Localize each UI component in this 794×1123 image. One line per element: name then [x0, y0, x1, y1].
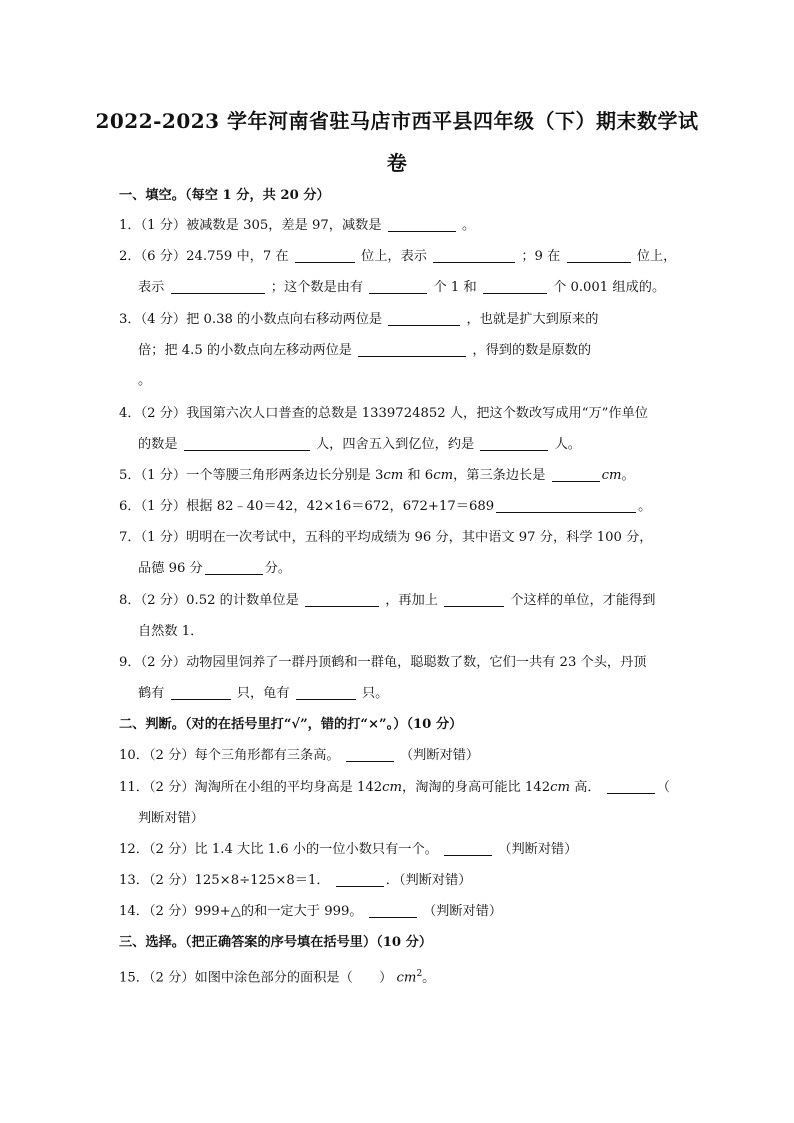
answer-blank[interactable] [369, 279, 427, 294]
answer-blank[interactable] [444, 592, 504, 607]
question-5: 5．（1 分）一个等腰三角形两条边长分别是 3cm 和 6cm，第三条边长是 cm。 [119, 468, 635, 483]
page-title: 2022-2023 学年河南省驻马店市西平县四年级（下）期末数学试 [95, 109, 699, 133]
question-8: 8．（2 分）0.52 的计数单位是 ，再加上 个这样的单位，才能得到 [119, 593, 656, 608]
section-heading-true-false: 二、判断。（对的在括号里打“√”，错的打“×”。）（10 分） [119, 717, 463, 732]
question-12: 12．（2 分）比 1.4 大比 1.6 小的一位小数只有一个。 （判断对错） [119, 842, 578, 857]
question-9-continued: 鹤有 只，龟有 只。 [138, 686, 389, 701]
question-1: 1．（1 分）被减数是 305，差是 97，减数是 。 [119, 218, 476, 233]
question-3-continued: 倍；把 4.5 的小数点向左移动两位是 ，得到的数是原数的 [138, 343, 592, 358]
question-9: 9．（2 分）动物园里饲养了一群丹顶鹤和一群龟，聪聪数了数，它们一共有 23 个头，丹顶 [119, 655, 647, 670]
answer-blank[interactable] [388, 311, 460, 326]
question-11: 11．（2 分）淘淘所在小组的平均身高是 142cm，淘淘的身高可能比 142cm 高． （ [119, 780, 670, 795]
question-8-continued: 自然数 1． [138, 624, 204, 639]
section-heading-fill-in: 一、填空。（每空 1 分，共 20 分） [119, 188, 330, 203]
answer-blank[interactable] [480, 436, 548, 451]
question-15: 15．（2 分）如图中涂色部分的面积是（ ） $cm^2$。 [119, 969, 436, 986]
answer-blank[interactable] [358, 342, 466, 357]
question-4: 4．（2 分）我国第六次人口普查的总数是 1339724852 人，把这个数改写成用“万”作单位 [119, 406, 648, 421]
answer-blank[interactable] [496, 498, 636, 513]
answer-blank[interactable] [346, 747, 394, 762]
answer-blank[interactable] [369, 903, 417, 918]
answer-blank[interactable] [296, 685, 356, 700]
answer-blank[interactable] [388, 217, 456, 232]
question-14: 14．（2 分）999+△的和一定大于 999。 （判断对错） [119, 904, 503, 919]
question-13: 13．（2 分）125×8÷125×8＝1． ．（判断对错） [119, 873, 472, 888]
question-3: 3．（4 分）把 0.38 的小数点向右移动两位是 ，也就是扩大到原来的 [119, 312, 599, 327]
question-2: 2．（6 分）24.759 中，7 在 位上，表示 ；9 在 位上， [119, 249, 677, 264]
answer-blank[interactable] [567, 248, 631, 263]
answer-blank[interactable] [607, 779, 655, 794]
answer-blank[interactable] [336, 872, 384, 887]
answer-blank[interactable] [552, 467, 600, 482]
question-10: 10．（2 分）每个三角形都有三条高。 （判断对错） [119, 748, 480, 763]
question-7-continued: 品德 96 分 分。 [138, 561, 292, 576]
question-2-continued: 表示 ；这个数是由有 个 1 和 个 0.001 组成的。 [138, 280, 666, 295]
question-4-continued: 的数是 人，四舍五入到亿位，约是 人。 [138, 437, 581, 452]
answer-blank[interactable] [433, 248, 515, 263]
answer-blank[interactable] [184, 436, 310, 451]
answer-blank[interactable] [305, 592, 379, 607]
answer-blank[interactable] [444, 841, 492, 856]
question-7: 7．（1 分）明明在一次考试中，五科的平均成绩为 96 分，其中语文 97 分，科学 100 分， [119, 530, 653, 545]
answer-blank[interactable] [171, 279, 265, 294]
question-6: 6．（1 分）根据 82﹣40＝42，42×16＝672，672+17＝689 。 [119, 499, 652, 514]
answer-blank[interactable] [205, 560, 263, 575]
question-3-continued: 。 [138, 373, 152, 388]
question-11-continued: 判断对错） [138, 811, 204, 826]
answer-blank[interactable] [295, 248, 355, 263]
answer-blank[interactable] [171, 685, 231, 700]
section-heading-multiple-choice: 三、选择。（把正确答案的序号填在括号里）（10 分） [119, 935, 433, 950]
page-title-continued: 卷 [386, 151, 408, 175]
answer-blank[interactable] [483, 279, 547, 294]
